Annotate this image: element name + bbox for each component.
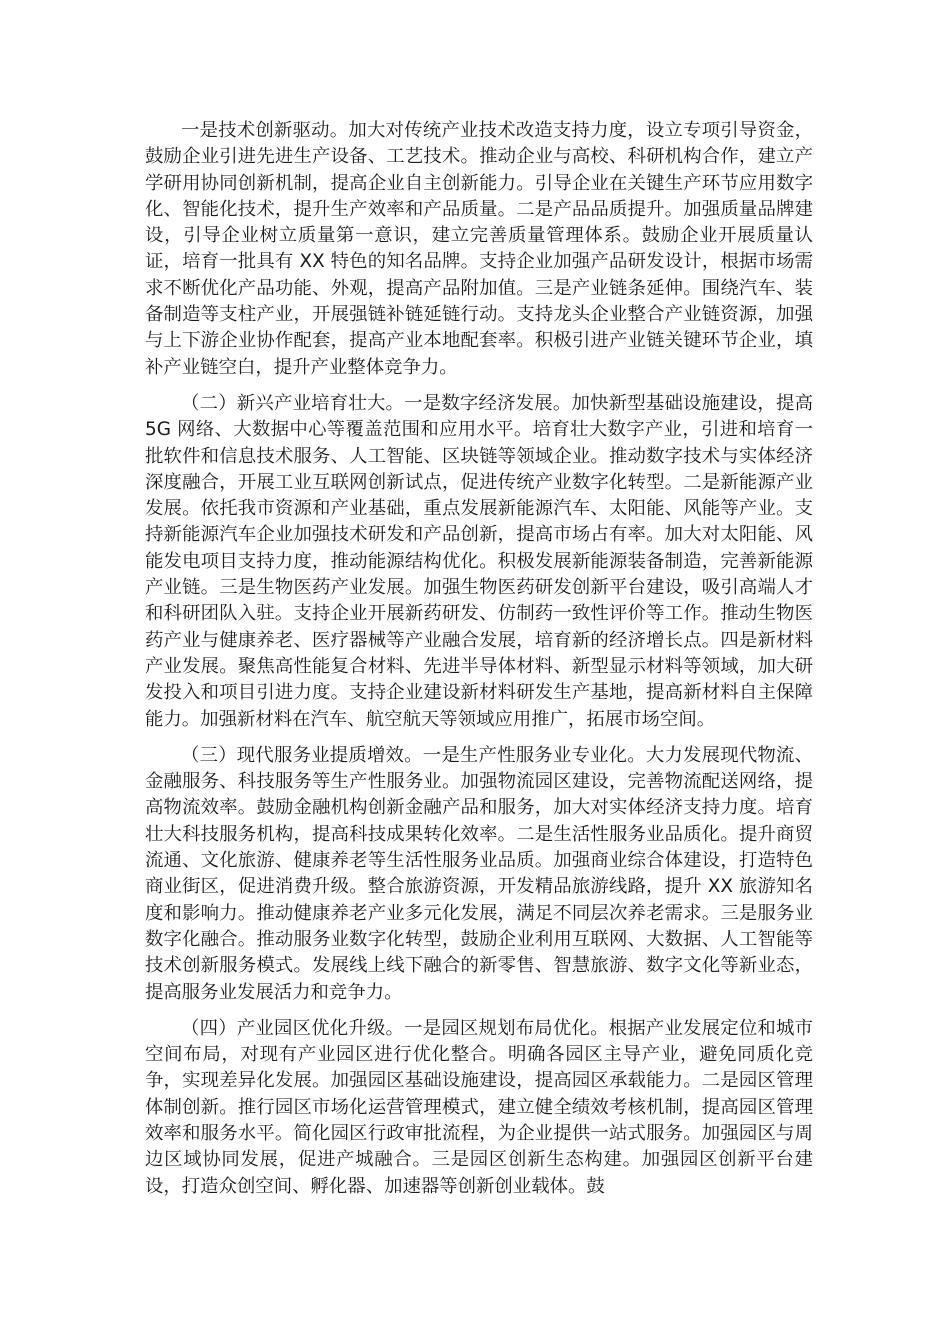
paragraph-industrial-parks: （四）产业园区优化升级。一是园区规划布局优化。根据产业发展定位和城市空间布局，对现有产业园区进行优化整合。明确各园区主导产业，避免同质化竞争，实现差异化发展。加强园区基础设施建设，提高园区承载能力。二是园区管理体制创新。推行园区市场化运营管理模式，建立健全绩效考核机制，提高园区管理效率和服务水平。简化园区行政审批流程，为企业提供一站式服务。加强园区与周边区域协同发展，促进产城融合。三是园区创新生态构建。加强园区创新平台建设，打造众创空间、孵化器、加速器等创新创业载体。鼓: [145, 1017, 813, 1197]
paragraph-traditional-industry: 一是技术创新驱动。加大对传统产业技术改造支持力度，设立专项引导资金，鼓励企业引进先进生产设备、工艺技术。推动企业与高校、科研机构合作，建立产学研用协同创新机制，提高企业自主创新能力。引导企业在关键生产环节应用数字化、智能化技术，提升生产效率和产品质量。二是产品品质提升。加强质量品牌建设，引导企业树立质量第一意识，建立完善质量管理体系。鼓励企业开展质量认证，培育一批具有 XX 特色的知名品牌。支持企业加强产品研发设计，根据市场需求不断优化产品功能、外观，提高产品附加值。三是产业链条延伸。围绕汽车、装备制造等支柱产业，开展强链补链延链行动。支持龙头企业整合产业链资源，加强与上下游企业协作配套，提高产业本地配套率。积极引进产业链关键环节企业，填补产业链空白，提升产业整体竞争力。: [145, 120, 813, 378]
paragraph-modern-services: （三）现代服务业提质增效。一是生产性服务业专业化。大力发展现代物流、金融服务、科技服务等生产性服务业。加强物流园区建设，完善物流配送网络，提高物流效率。鼓励金融机构创新金融产品和服务，加大对实体经济支持力度。培育壮大科技服务机构，提高科技成果转化效率。二是生活性服务业品质化。提升商贸流通、文化旅游、健康养老等生活性服务业品质。加强商业综合体建设，打造特色商业街区，促进消费升级。整合旅游资源，开发精品旅游线路，提升 XX 旅游知名度和影响力。推动健康养老产业多元化发展，满足不同层次养老需求。三是服务业数字化融合。推动服务业数字化转型，鼓励企业利用互联网、大数据、人工智能等技术创新服务模式。发展线上线下融合的新零售、智慧旅游、数字文化等新业态，提高服务业发展活力和竞争力。: [145, 744, 813, 1003]
document-body: [145, 118, 813, 1210]
paragraph-emerging-industry: （二）新兴产业培育壮大。一是数字经济发展。加快新型基础设施建设，提高 5G 网络、大数据中心等覆盖范围和应用水平。培育壮大数字产业，引进和培育一批软件和信息技术服务、人工智能、区块链等领域企业。推动数字技术与实体经济深度融合，开展工业互联网创新试点，促进传统产业数字化转型。二是新能源产业发展。依托我市资源和产业基础，重点发展新能源汽车、太阳能、风能等产业。支持新能源汽车企业加强技术研发和产品创新，提高市场占有率。加大对太阳能、风能发电项目支持力度，推动能源结构优化。积极发展新能源装备制造，完善新能源产业链。三是生物医药产业发展。加强生物医药研发创新平台建设，吸引高端人才和科研团队入驻。支持企业开展新药研发、仿制药一致性评价等工作。推动生物医药产业与健康养老、医疗器械等产业融合发展，培育新的经济增长点。四是新材料产业发展。聚焦高性能复合材料、先进半导体材料、新型显示材料等领域，加大研发投入和项目引进力度。支持企业建设新材料研发生产基地，提高新材料自主保障能力。加强新材料在汽车、航空航天等领域应用推广，拓展市场空间。: [145, 392, 813, 730]
